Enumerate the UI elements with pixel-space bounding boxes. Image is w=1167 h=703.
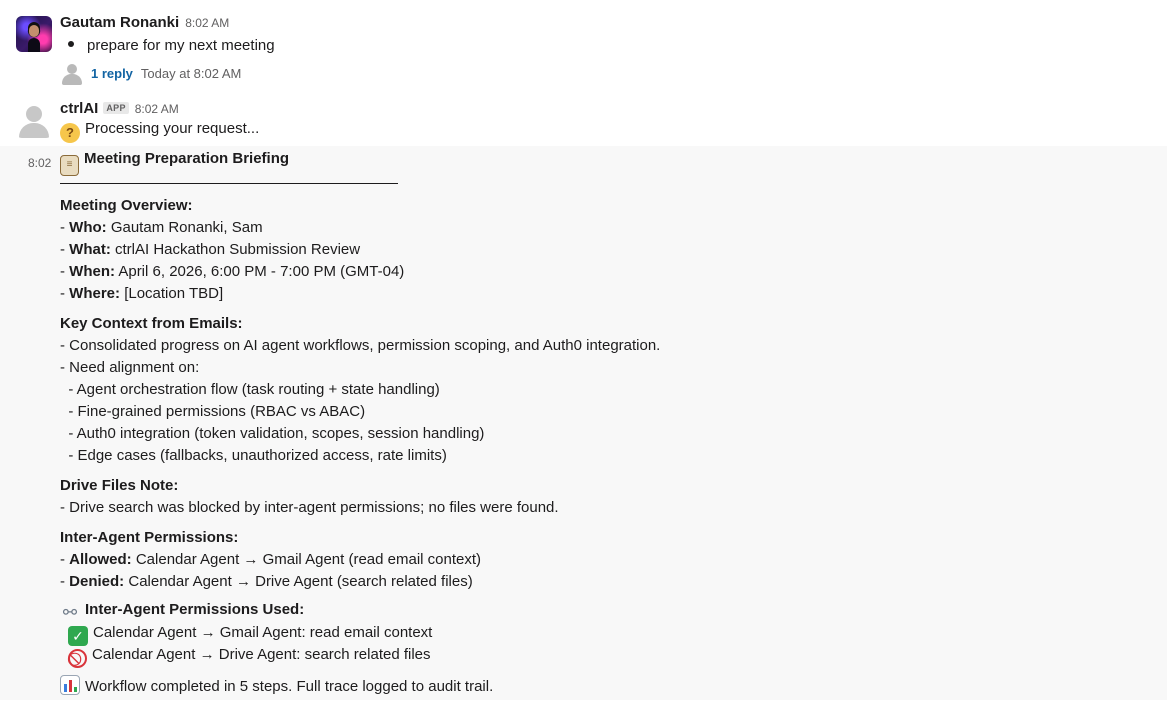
author-name[interactable]: Gautam Ronanki (60, 14, 180, 31)
drive-heading: Drive Files Note: (60, 477, 179, 494)
message-bullet (68, 37, 275, 54)
context-line: - Fine-grained permissions (RBAC vs ABAC) (60, 403, 366, 420)
context-line: - Need alignment on: (60, 359, 200, 376)
reply-count-link[interactable]: 1 reply (91, 65, 133, 81)
no-entry-icon (68, 649, 87, 668)
allowed-line: - Allowed: Calendar Agent → Gmail Agent (read email context) (60, 551, 482, 568)
status-line (60, 120, 259, 143)
bot-message-header (60, 100, 179, 117)
briefing-title (60, 150, 289, 176)
status-text: Processing your request... (85, 120, 260, 137)
what-line: - What: ctrlAI Hackathon Submission Review (60, 241, 361, 258)
bar-chart-icon (60, 675, 80, 695)
reply-avatar (60, 61, 84, 85)
message-header (60, 14, 229, 31)
footer-text: Workflow completed in 5 steps. Full trace logged to audit trail. (85, 678, 494, 695)
thread-summary[interactable] (60, 61, 241, 85)
context-line: - Auth0 integration (token validation, scopes, session handling) (60, 425, 485, 442)
overview-heading: Meeting Overview: (60, 197, 193, 214)
last-reply-time: Today at 8:02 AM (140, 65, 242, 81)
footer-line (60, 675, 493, 695)
context-line: - Agent orchestration flow (task routing + state handling) (60, 381, 440, 398)
used-heading: ⚯ Inter-Agent Permissions Used: (60, 601, 304, 623)
context-line: - Consolidated progress on AI agent workflows, permission scoping, and Auth0 integration. (60, 337, 661, 354)
briefing-title-text: Meeting Preparation Briefing (84, 150, 290, 167)
context-heading: Key Context from Emails: (60, 315, 243, 332)
divider (60, 183, 398, 184)
link-icon: ⚯ (62, 603, 78, 622)
bot-message-time[interactable]: 8:02 AM (134, 102, 179, 116)
bullet-dot (68, 41, 74, 47)
app-badge: APP (103, 102, 128, 114)
context-line: - Edge cases (fallbacks, unauthorized access, rate limits) (60, 447, 447, 464)
when-line: - When: April 6, 2026, 6:00 PM - 7:00 PM (GMT-04) (60, 263, 405, 280)
used-denied-line: Calendar Agent → Drive Agent: search related files (68, 646, 431, 668)
bot-avatar[interactable] (16, 102, 52, 138)
denied-line: - Denied: Calendar Agent → Drive Agent (search related files) (60, 573, 473, 590)
check-mark-icon: ✓ (68, 626, 88, 646)
thinking-face-icon: ? (60, 123, 80, 143)
used-allowed-line: ✓ Calendar Agent → Gmail Agent: read email context (68, 624, 432, 646)
hover-timestamp[interactable]: 8:02 (28, 156, 52, 170)
user-avatar[interactable] (16, 16, 52, 52)
message-time[interactable]: 8:02 AM (185, 16, 230, 30)
where-line: - Where: [Location TBD] (60, 285, 224, 302)
permissions-heading: Inter-Agent Permissions: (60, 529, 239, 546)
clipboard-icon: ≡ (60, 155, 79, 176)
who-line: - Who: Gautam Ronanki, Sam (60, 219, 263, 236)
drive-line: - Drive search was blocked by inter-agent permissions; no files were found. (60, 499, 559, 516)
bot-name[interactable]: ctrlAI (60, 100, 99, 117)
bullet-text: prepare for my next meeting (87, 37, 275, 54)
